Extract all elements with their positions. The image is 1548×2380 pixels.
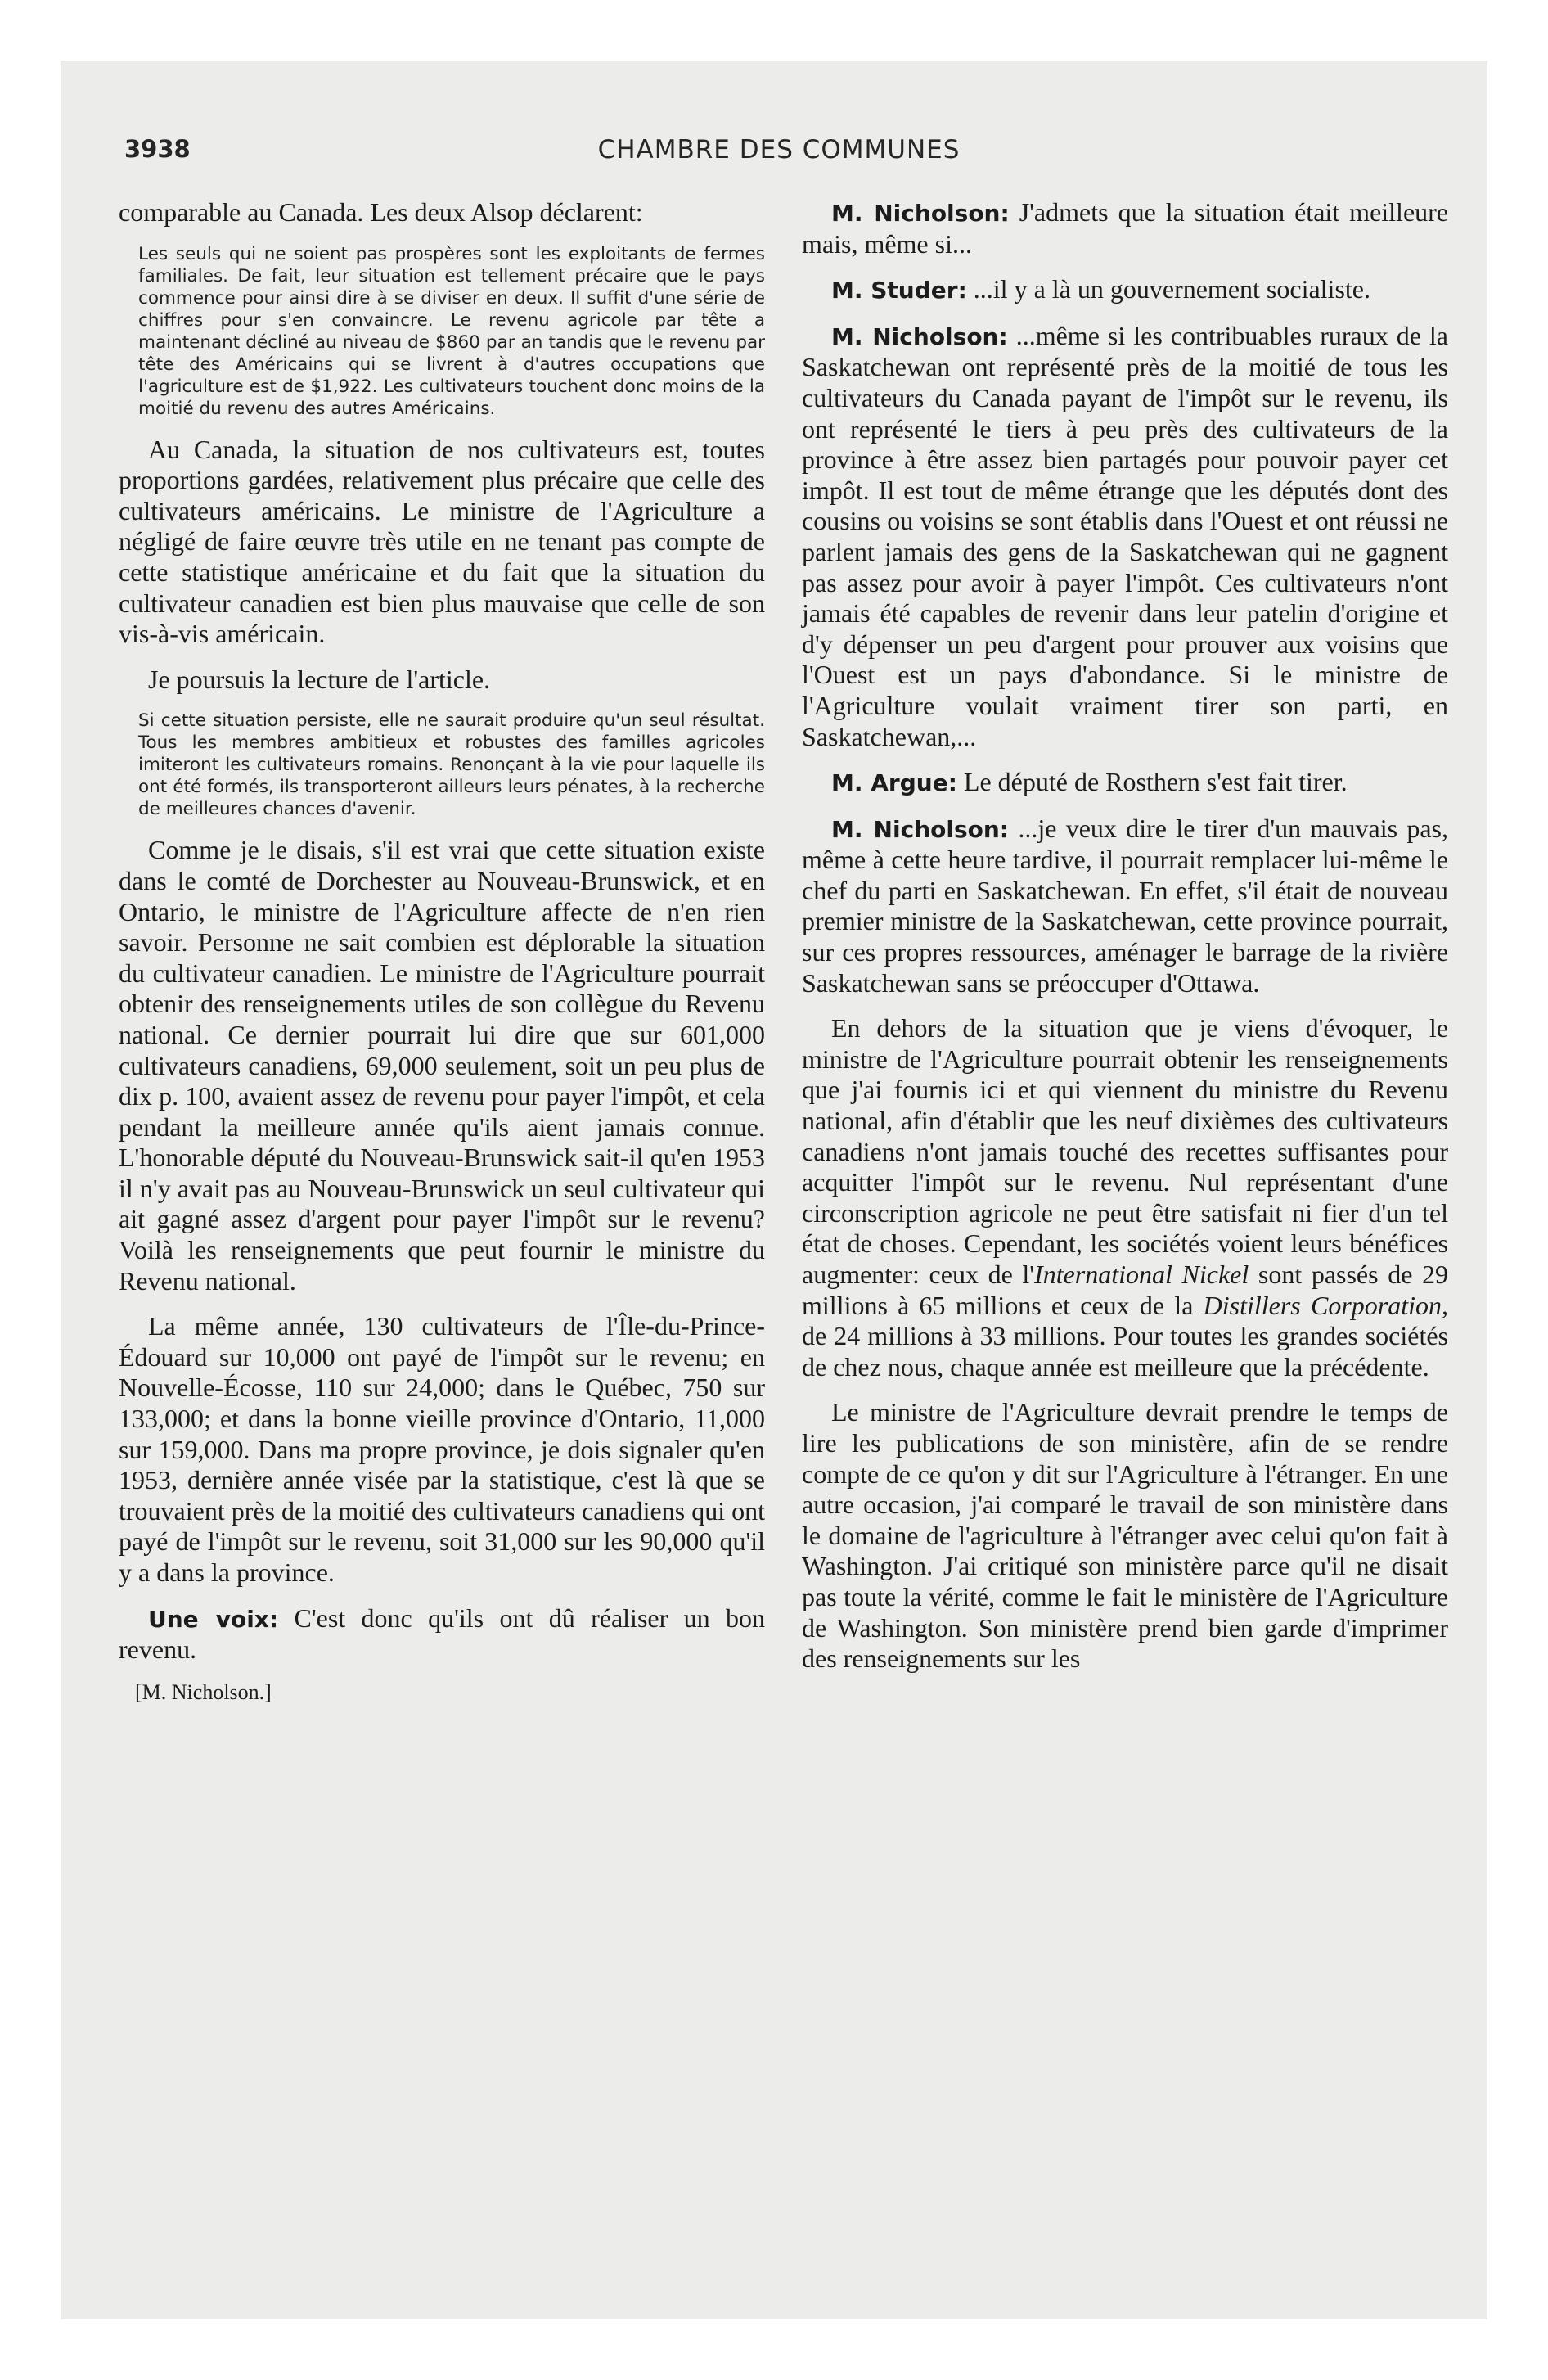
page-header xyxy=(124,135,1000,176)
speaker-name: M. Nicholson: xyxy=(831,200,1010,227)
speaker-footer: [M. Nicholson.] xyxy=(135,1679,272,1704)
quoted-passage: Si cette situation persiste, elle ne saurait produire qu'un seul résultat. Tous les membres ambitieux et robustes des familles agricoles imiteront les cultivateurs romains. Renonçant à la vie pour laquelle ils ont été formés, ils transporteront ailleurs leurs pénates, à la recherche de meilleures chances d'avenir. xyxy=(138,710,765,820)
speaker-name: Une voix: xyxy=(148,1605,279,1633)
speech-text: ...je veux dire le tirer d'un mauvais pas, même à cette heure tardive, il pourrait remplacer lui-même le chef du parti en Saskatchewan. En effet, s'il était de nouveau premier ministre de la Saskatchewan, cette province pourrait, sur ces propres ressources, aménager le barrage de la rivière Saskatchewan sans se préoccuper d'Ottawa. xyxy=(802,813,1448,998)
paragraph: Comme je le disais, s'il est vrai que cette situation existe dans le comté de Dorchester au Nouveau-Brunswick, et en Ontario, le ministre de l'Agriculture affecte de n'en rien savoir. Personne ne sait combien est déplorable la situation du cultivateur canadien. Le ministre de l'Agriculture pourrait obtenir des renseignements utiles de son collègue du Revenu national. Ce dernier pourrait lui dire que sur 601,000 cultivateurs canadiens, 69,000 seulement, soit un peu plus de dix p. 100, avaient assez de revenu pour payer l'impôt, et cela pendant la meilleure année qu'ils aient jamais connue. L'honorable député du Nouveau-Brunswick sait-il qu'en 1953 il n'y avait pas au Nouveau-Brunswick un seul cultivateur qui ait gagné assez d'argent pour payer l'impôt sur le revenu? Voilà les renseignements que peut fournir le ministre du Revenu national. xyxy=(119,835,765,1296)
speech-text: J'admets que la situation était meilleure mais, même si... xyxy=(802,197,1449,259)
company-name: International Nickel xyxy=(1034,1260,1249,1289)
quoted-passage: Les seuls qui ne soient pas prospères sont les exploitants de fermes familiales. De fait, leur situation est tellement précaire que le pays commence pour ainsi dire à se diviser en deux. Il suffit d'une série de chiffres pour s'en convaincre. Le revenu agricole par tête a maintenant décliné au niveau de $860 par an tandis que le revenu par tête des Américains qui se livrent à d'autres occupations que l'agriculture est de $1,922. Les cultivateurs touchent donc moins de la moitié du revenu des autres Américains. xyxy=(138,243,765,419)
speaker-name: M. Studer: xyxy=(831,277,967,304)
speech xyxy=(802,321,1448,752)
speech xyxy=(802,274,1448,306)
paragraph: La même année, 130 cultivateurs de l'Île-du-Prince-Édouard sur 10,000 ont payé de l'impôt sur le revenu; en Nouvelle-Écosse, 110 sur 24,000; dans le Québec, 750 sur 133,000; et dans la bonne vieille province d'Ontario, 11,000 sur 159,000. Dans ma propre province, je dois signaler qu'en 1953, dernière année visée par la statistique, c'est là que se trouvaient près de la moitié des cultivateurs canadiens qui ont payé de l'impôt sur le revenu, soit 31,000 sur les 90,000 qu'il y a dans la province. xyxy=(119,1311,765,1587)
text-run: En dehors de la situation que je viens d'évoquer, le ministre de l'Agriculture pourrait obtenir les renseignements que j'ai fournis ici et qui viennent du ministre du Revenu national, afin d'établir que les neuf dixièmes des cultivateurs canadiens n'ont jamais touché des recettes suffisantes pour acquitter l'impôt sur le revenu. Nul représentant d'une circonscription agricole ne peut être satisfait ni fier d'un tel état de choses. Cependant, les sociétés voient leurs bénéfices augmenter: ceux de l' xyxy=(802,1013,1448,1289)
speaker-name: M. Argue: xyxy=(831,769,957,797)
text-run: sont passés de 29 millions à 65 millions et ceux de la xyxy=(802,1260,1448,1320)
speech-text: C'est donc qu'ils ont dû réaliser un bon revenu. xyxy=(119,1602,765,1665)
speaker-name: M. Nicholson: xyxy=(831,815,1009,843)
speech xyxy=(802,197,1448,259)
company-name: Distillers Corporation, xyxy=(1203,1290,1449,1320)
paragraph: Le ministre de l'Agriculture devrait prendre le temps de lire les publications de son ministère, afin de se rendre compte de ce qu'on y dit sur l'Agriculture à l'étranger. En une autre occasion, j'ai comparé le travail de son ministère dans le domaine de l'agriculture à l'étranger avec celui qu'on fait à Washington. J'ai critiqué son ministère parce qu'il ne disait pas toute la vérité, comme le fait le ministère de l'Agriculture de Washington. Son ministère prend bien garde d'imprimer des renseignements sur les xyxy=(802,1397,1448,1674)
speech-text: ...il y a là un gouvernement socialiste. xyxy=(973,274,1370,304)
paragraph: comparable au Canada. Les deux Alsop déclarent: xyxy=(119,197,643,227)
page-number: 3938 xyxy=(124,135,191,163)
paragraph: Au Canada, la situation de nos cultivateurs est, toutes proportions gardées, relativement plus précaire que celle des cultivateurs américains. Le ministre de l'Agriculture a négligé de faire œuvre très utile en ne tenant pas compte de cette statistique américaine et du fait que la situation du cultivateur canadien est bien plus mauvaise que celle de son vis-à-vis américain. xyxy=(119,434,765,649)
paragraph xyxy=(802,1013,1448,1382)
speech xyxy=(119,1603,765,1666)
speech-text: ...même si les contribuables ruraux de la Saskatchewan ont représenté près de la moitié de tous les cultivateurs du Canada payant de l'impôt sur le revenu, ils ont représenté le tiers à peu près des cultivateurs de la province à être assez bien partagés pour pouvoir payer cet impôt. Il est tout de même étrange que les députés dont des cousins ou voisins se sont établis dans l'Ouest et ont réussi ne parlent jamais des gens de la Saskatchewan qui ne gagnent pas assez pour avoir à payer l'impôt. Ces cultivateurs n'ont jamais été capables de revenir dans leur patelin d'origine et d'y dépenser un peu d'argent pour prouver aux voisins que l'Ouest est un pays d'abondance. Si le ministre de l'Agriculture voulait vraiment tirer son parti, en Saskatchewan,... xyxy=(802,320,1449,751)
speaker-name: M. Nicholson: xyxy=(831,322,1008,350)
speech xyxy=(802,767,1448,799)
text-run: de 24 millions à 33 millions. Pour toutes les grandes sociétés de chez nous, chaque année est meilleure que la précédente. xyxy=(802,1321,1448,1382)
speech xyxy=(802,814,1448,999)
running-title: CHAMBRE DES COMMUNES xyxy=(597,135,961,165)
left-column xyxy=(119,197,765,1705)
right-column xyxy=(802,197,1448,1689)
speech-text: Le député de Rosthern s'est fait tirer. xyxy=(963,767,1348,797)
paragraph: Je poursuis la lecture de l'article. xyxy=(148,664,491,694)
